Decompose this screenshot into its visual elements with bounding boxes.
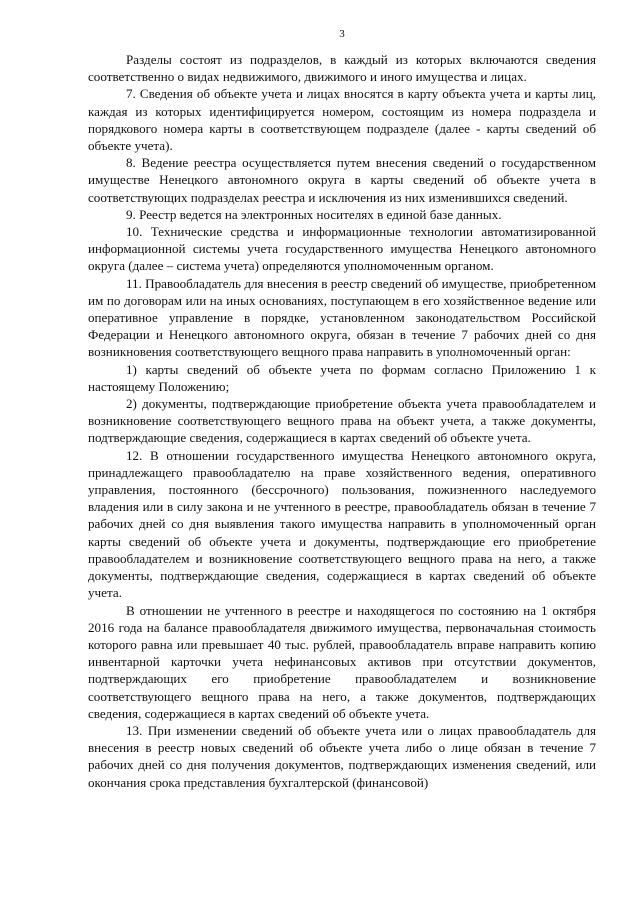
paragraph: 7. Сведения об объекте учета и лицах вносятся в карту объекта учета и карты лиц, каждая из которых идентифицируется номером, состоящим из номера подраздела и порядкового номера карты в соответствующем подразделе (далее - карты сведений об объекте учета). xyxy=(88,86,596,154)
page-number: 3 xyxy=(339,28,345,40)
paragraph: 13. При изменении сведений об объекте учета или о лицах правообладатель для внесения в реестр новых сведений об объекте учета либо о лице обязан в течение 7 рабочих дней со дня получения документов, подтверждающих изменения сведений, или окончания срока представления бухгалтерской (финансовой) xyxy=(88,722,596,790)
paragraph: 9. Реестр ведется на электронных носителях в единой базе данных. xyxy=(126,206,502,222)
paragraph: 1) карты сведений об объекте учета по формам согласно Приложению 1 к настоящему Положению; xyxy=(88,361,596,394)
paragraph: 10. Технические средства и информационные технологии автоматизированной информационной системы учета государственного имущества Ненецкого автономного округа (далее – система учета) определяются уполномоченным органом. xyxy=(88,224,596,274)
paragraph: 12. В отношении государственного имущества Ненецкого автономного округа, принадлежащего правообладателю на праве хозяйственного ведения, оперативного управления, постоянного (бессрочного) пользования, пожизненного наследуемого владения или в силу закона и не учтенного в реестре, правообладатель обязан в течение 7 рабочих дней со дня выявления такого имущества направить в уполномоченный орган карты сведений об объекте учета и документы, подтверждающие его приобретение правообладателем и возникновение соответствующего вещного права на него, а также документы, подтверждающие сведения, содержащиеся в картах сведений об объекте учета. xyxy=(88,447,596,601)
document-page xyxy=(88,27,596,791)
paragraph: 11. Правообладатель для внесения в реестр сведений об имуществе, приобретенном им по договорам или на иных основаниях, поступающем в его хозяйственное ведение или оперативное управление в порядке, установленном законодательством Российской Федерации и Ненецкого автономного округа, обязан в течение 7 рабочих дней со дня возникновения соответствующего вещного права направить в уполномоченный орган: xyxy=(88,275,596,360)
paragraph: 2) документы, подтверждающие приобретение объекта учета правообладателем и возникновение соответствующего вещного права на объект учета, а также документы, подтверждающие сведения, содержащиеся в картах сведений об объекте учета. xyxy=(88,396,596,446)
paragraph: 8. Ведение реестра осуществляется путем внесения сведений о государственном имуществе Ненецкого автономного округа в карты сведений об объекте учета в соответствующих подразделах реестра и исключения из них изменившихся сведений. xyxy=(88,155,596,205)
paragraph: Разделы состоят из подразделов, в каждый из которых включаются сведения соответственно о видах недвижимого, движимого и иного имущества и лицах. xyxy=(88,52,596,85)
document-body xyxy=(88,51,596,791)
paragraph: В отношении не учтенного в реестре и находящегося по состоянию на 1 октября 2016 года на балансе правообладателя движимого имущества, первоначальная стоимость которого равна или превышает 40 тыс. рублей, правообладатель вправе направить копию инвентарной карточки учета нефинансовых активов при отсутствии документов, подтверждающих его приобретение правообладателем и возникновение соответствующего вещного права на него, а также документов, подтверждающих сведения, содержащиеся в картах сведений об объекте учета. xyxy=(88,602,596,721)
